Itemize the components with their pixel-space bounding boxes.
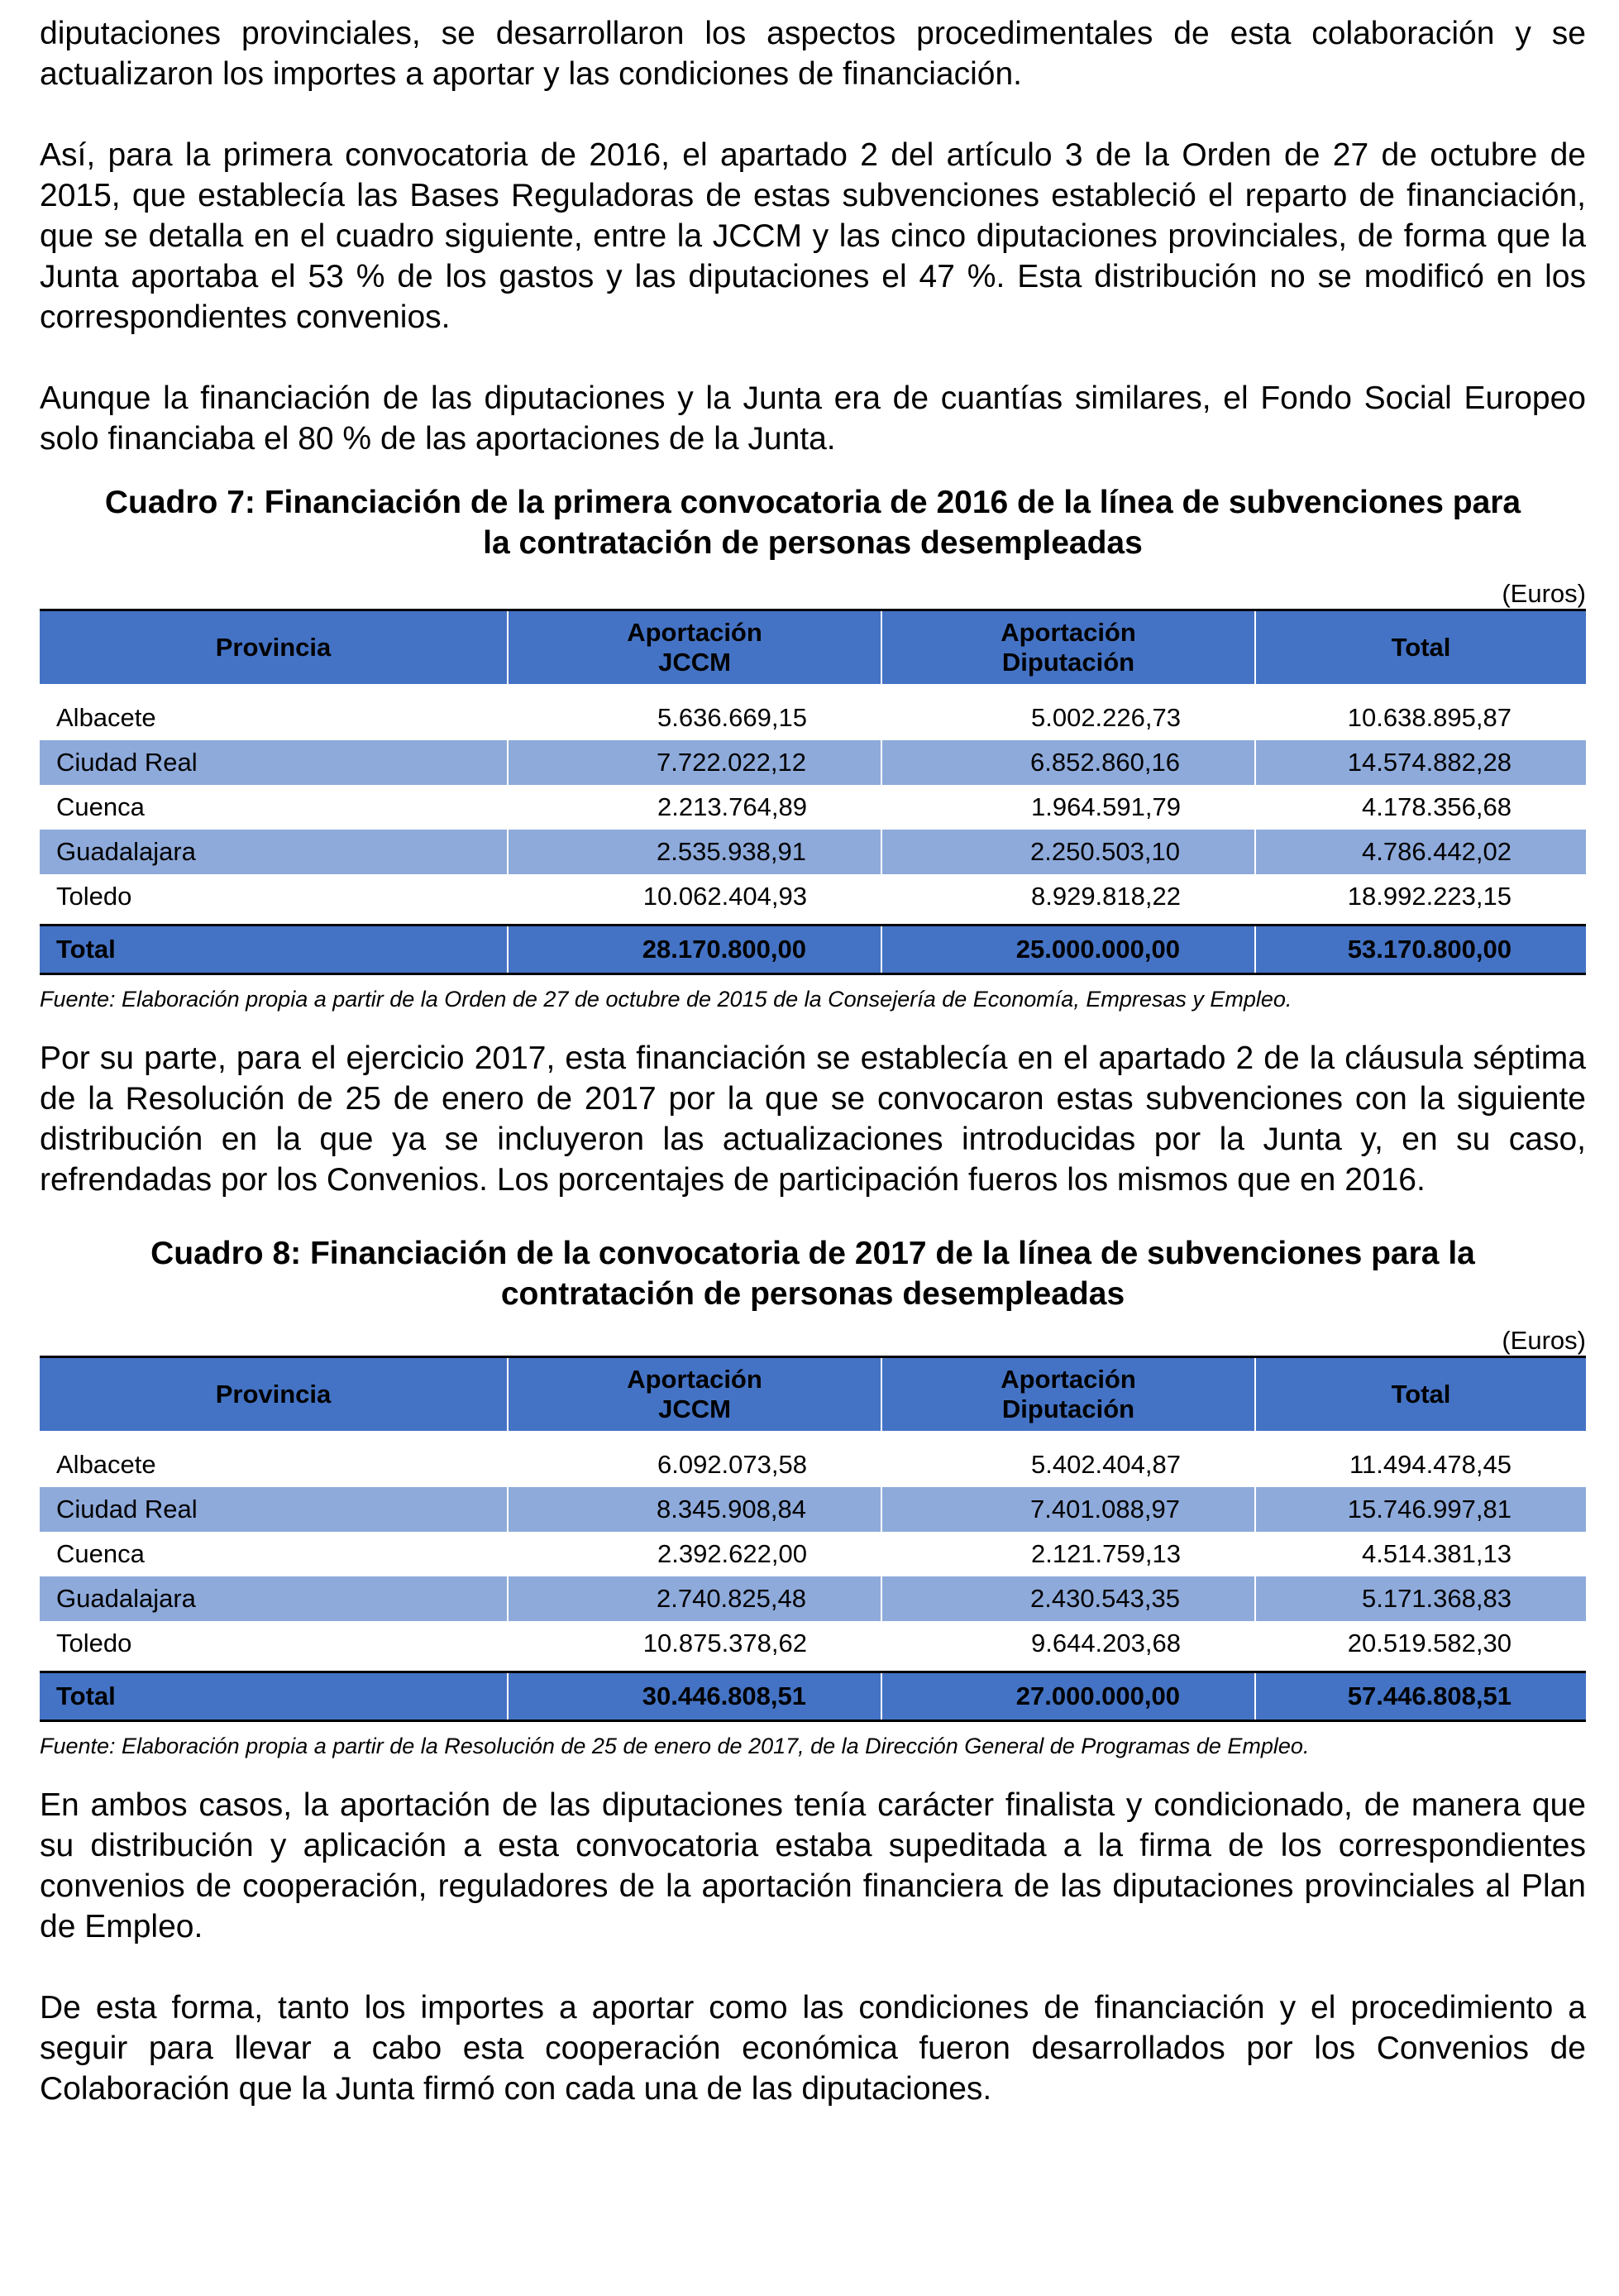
header-aportacion-diputacion [881,1357,1255,1437]
table-total-row [40,926,1586,974]
cell-total-total: 53.170.800,00 [1255,926,1586,974]
cell-total: 4.178.356,68 [1361,792,1512,821]
cell-total-jccm: 28.170.800,00 [508,926,881,974]
table-8-source: Fuente: Elaboración propia a partir de la Resolución de 25 de enero de 2017, de la Dirección General de Programas de Empleo. [40,1734,1310,1758]
header-jccm-line1: Aportación [627,1365,762,1394]
header-total: Total [1255,610,1586,691]
table-spacer-row [40,1666,1586,1672]
cell-total: 4.786.442,02 [1255,830,1586,874]
cell-total-label: Total [40,926,508,974]
cell-provincia: Cuenca [56,1539,145,1568]
table-row [40,785,1586,830]
table-7-source: Fuente: Elaboración propia a partir de la Orden de 27 de octubre de 2015 de la Consejería de Economía, Empresas y Empleo. [40,987,1292,1012]
table-row [40,740,1586,785]
table-7 [40,609,1586,975]
cell-jccm: 2.392.622,00 [657,1539,807,1568]
header-aportacion-jccm [508,1357,881,1437]
table-row [40,1532,1586,1576]
cell-total: 15.746.997,81 [1255,1487,1586,1532]
header-aportacion-jccm [508,610,881,691]
cell-diputacion: 7.401.088,97 [881,1487,1255,1532]
cell-diputacion: 1.964.591,79 [1030,792,1181,821]
cell-diputacion: 6.852.860,16 [881,740,1255,785]
table-row [40,830,1586,874]
paragraph-fse-financing: Aunque la financiación de las diputaciones y la Junta era de cuantías similares, el Fondo Social Europeo solo financiaba el 80 % de las aportaciones de la Junta. [40,380,1586,457]
cell-total-diputacion: 27.000.000,00 [881,1672,1255,1721]
table-header-row [40,610,1586,691]
cell-total-jccm: 30.446.808,51 [508,1672,881,1721]
cell-diputacion: 2.430.543,35 [881,1576,1255,1621]
cell-total: 20.519.582,30 [1347,1629,1512,1657]
cell-total: 5.171.368,83 [1255,1576,1586,1621]
cell-total-diputacion: 25.000.000,00 [881,926,1255,974]
table-8-units: (Euros) [1502,1326,1586,1355]
cell-jccm: 2.535.938,91 [508,830,881,874]
cell-provincia: Guadalajara [40,1576,508,1621]
table-7-caption-line2: la contratación de personas desempleadas [483,525,1143,561]
table-8-caption-line2: contratación de personas desempleadas [500,1276,1125,1312]
cell-jccm: 7.722.022,12 [508,740,881,785]
table-7-section [40,482,1586,1013]
cell-total: 18.992.223,15 [1347,882,1512,911]
cell-diputacion: 8.929.818,22 [1030,882,1181,911]
cell-diputacion: 2.250.503,10 [881,830,1255,874]
header-jccm-line1: Aportación [627,618,762,647]
cell-jccm: 2.740.825,48 [508,1576,881,1621]
header-dip-line2: Diputación [1001,648,1135,677]
table-8 [40,1356,1586,1722]
cell-diputacion: 5.402.404,87 [1030,1450,1181,1479]
document-page [40,13,1586,2109]
table-row [40,690,1586,740]
cell-total: 14.574.882,28 [1255,740,1586,785]
cell-jccm: 8.345.908,84 [508,1487,881,1532]
cell-provincia: Toledo [56,1629,132,1657]
cell-jccm: 6.092.073,58 [657,1450,807,1479]
cell-total: 11.494.478,45 [1349,1450,1512,1479]
header-provincia: Provincia [40,1357,508,1437]
cell-total: 4.514.381,13 [1361,1539,1512,1568]
header-jccm-line2: JCCM [658,1394,731,1423]
cell-diputacion: 9.644.203,68 [1030,1629,1181,1657]
cell-diputacion: 2.121.759,13 [1030,1539,1181,1568]
cell-provincia: Albacete [56,703,156,732]
paragraph-intro: diputaciones provinciales, se desarrollaron los aspectos procedimentales de esta colaboración y se actualizaron los importes a aportar y las condiciones de financiación. [40,16,1586,92]
header-provincia: Provincia [40,610,508,691]
header-jccm-line2: JCCM [658,648,731,677]
table-header-row [40,1357,1586,1437]
cell-provincia: Toledo [56,882,132,911]
table-8-section [40,1233,1586,1760]
table-row [40,1621,1586,1666]
table-spacer-row [40,919,1586,926]
cell-jccm: 5.636.669,15 [657,703,807,732]
table-row [40,1437,1586,1487]
header-dip-line1: Aportación [1001,618,1136,647]
cell-provincia: Albacete [56,1450,156,1479]
cell-jccm: 10.875.378,62 [642,1629,807,1657]
cell-provincia: Cuenca [56,792,145,821]
table-7-units: (Euros) [1502,579,1586,608]
cell-provincia: Ciudad Real [40,1487,508,1532]
header-dip-line1: Aportación [1001,1365,1136,1394]
table-7-caption-line1: Cuadro 7: Financiación de la primera convocatoria de 2016 de la línea de subvenciones para [104,485,1521,520]
cell-total: 10.638.895,87 [1347,703,1512,732]
paragraph-2017-distribution: Por su parte, para el ejercicio 2017, esta financiación se establecía en el apartado 2 de la cláusula séptima de la Resolución de 25 de enero de 2017 por la que se convocaron estas subvenciones con la siguiente distribución en la que ya se incluyeron las actualizaciones introducidas por la Junta y, en su caso, refrendadas por los Convenios. Los porcentajes de participación fueros los mismos que en 2016. [40,1040,1586,1198]
table-row [40,1576,1586,1621]
cell-provincia: Guadalajara [40,830,508,874]
cell-total-label: Total [40,1672,508,1721]
table-total-row [40,1672,1586,1721]
paragraph-convenios: De esta forma, tanto los importes a aportar como las condiciones de financiación y el procedimiento a seguir para llevar a cabo esta cooperación económica fueron desarrollados por los Convenios de Colaboración que la Junta firmó con cada una de las diputaciones. [40,1990,1586,2107]
header-aportacion-diputacion [881,610,1255,691]
table-row [40,874,1586,919]
cell-provincia: Ciudad Real [40,740,508,785]
table-row [40,1487,1586,1532]
cell-jccm: 2.213.764,89 [657,792,807,821]
cell-total-total: 57.446.808,51 [1255,1672,1586,1721]
cell-jccm: 10.062.404,93 [642,882,807,911]
cell-diputacion: 5.002.226,73 [1030,703,1181,732]
paragraph-finalist-contribution: En ambos casos, la aportación de las diputaciones tenía carácter finalista y condicionado, de manera que su distribución y aplicación a esta convocatoria estaba supeditada a la firma de los correspondientes convenios de cooperación, reguladores de la aportación financiera de las diputaciones provinciales al Plan de Empleo. [40,1787,1586,1944]
paragraph-2016-distribution: Así, para la primera convocatoria de 2016, el apartado 2 del artículo 3 de la Orden de 27 de octubre de 2015, que establecía las Bases Reguladoras de estas subvenciones estableció el reparto de financiación, que se detalla en el cuadro siguiente, entre la JCCM y las cinco diputaciones provinciales, de forma que la Junta aportaba el 53 % de los gastos y las diputaciones el 47 %. Esta distribución no se modificó en los correspondientes convenios. [40,137,1586,335]
table-8-caption-line1: Cuadro 8: Financiación de la convocatoria de 2017 de la línea de subvenciones para la [150,1236,1475,1271]
header-total: Total [1255,1357,1586,1437]
header-dip-line2: Diputación [1001,1394,1135,1423]
